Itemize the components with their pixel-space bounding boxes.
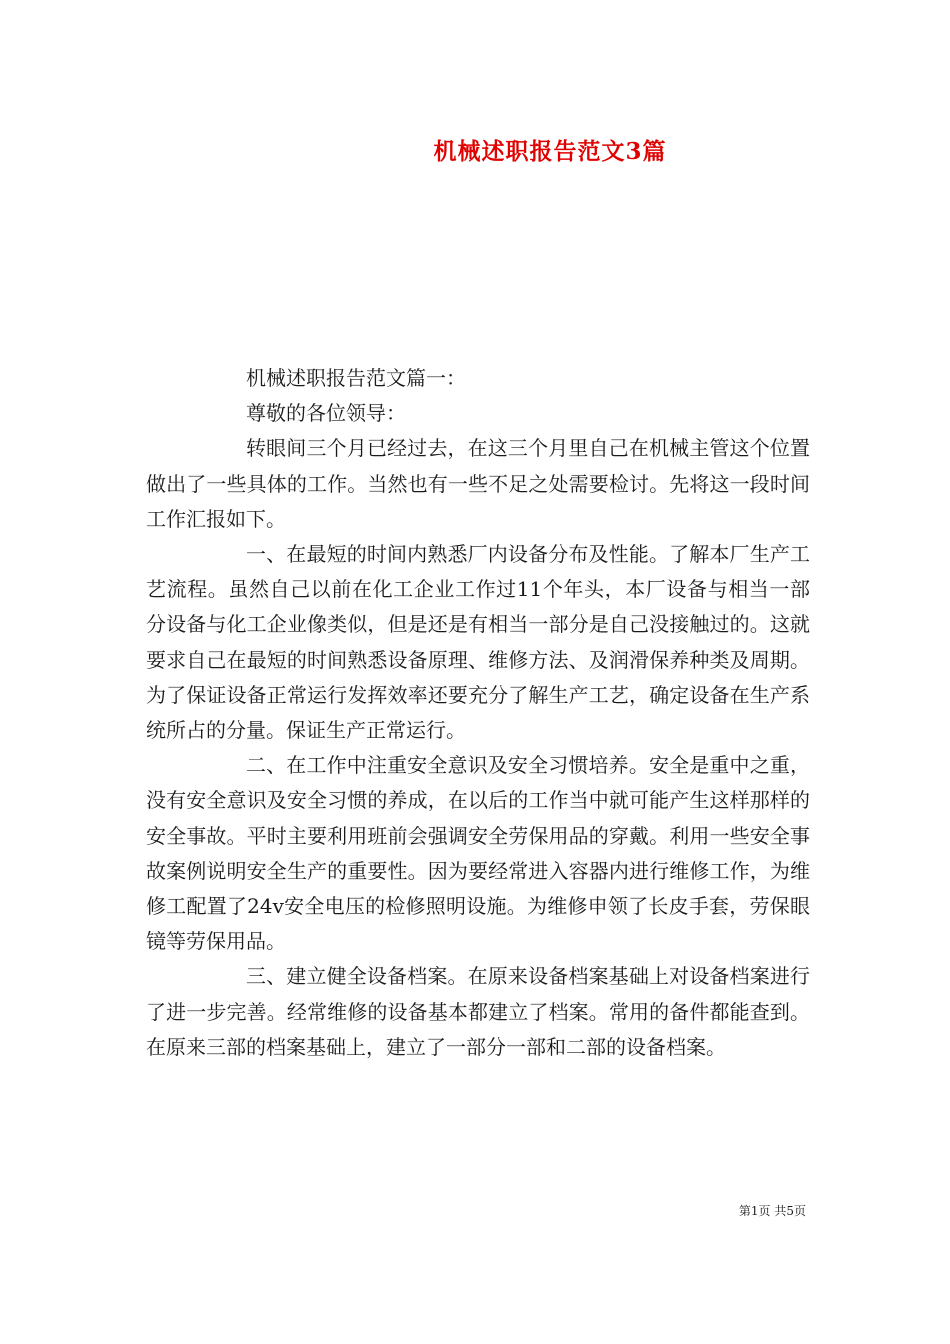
body-paragraph: 二、在工作中注重安全意识及安全习惯培养。安全是重中之重，没有安全意识及安全习惯的养成，在以后的工作当中就可能产生这样那样的安全事故。平时主要利用班前会强调安全劳保用品的穿戴。利用一些安全事故案例说明安全生产的重要性。因为要经常进入容器内进行维修工作，为维修工配置了24v安全电压的检修照明设施。为维修申领了长皮手套，劳保眼镜等劳保用品。 [146,753,810,954]
page-number: 第1页 共5页 [738,1204,806,1218]
body-paragraph: 三、建立健全设备档案。在原来设备档案基础上对设备档案进行了进一步完善。经常维修的设备基本都建立了档案。常用的备件都能查到。在原来三部的档案基础上，建立了一部分一部和二部的设备档案。 [146,964,810,1059]
document-body [146,361,810,1065]
body-paragraph: 一、在最短的时间内熟悉厂内设备分布及性能。了解本厂生产工艺流程。虽然自己以前在化工企业工作过11个年头，本厂设备与相当一部分设备与化工企业像类似，但是还是有相当一部分是自己没接触过的。这就要求自己在最短的时间熟悉设备原理、维修方法、及润滑保养种类及周期。为了保证设备正常运行发挥效率还要充分了解生产工艺，确定设备在生产系统所占的分量。保证生产正常运行。 [146,542,810,743]
body-paragraph: 转眼间三个月已经过去，在这三个月里自己在机械主管这个位置做出了一些具体的工作。当然也有一些不足之处需要检讨。先将这一段时间工作汇报如下。 [146,436,810,531]
section-heading: 机械述职报告范文篇一： [246,366,466,390]
document-title: 机械述职报告范文3篇 [433,138,667,165]
salutation: 尊敬的各位领导： [246,401,406,426]
